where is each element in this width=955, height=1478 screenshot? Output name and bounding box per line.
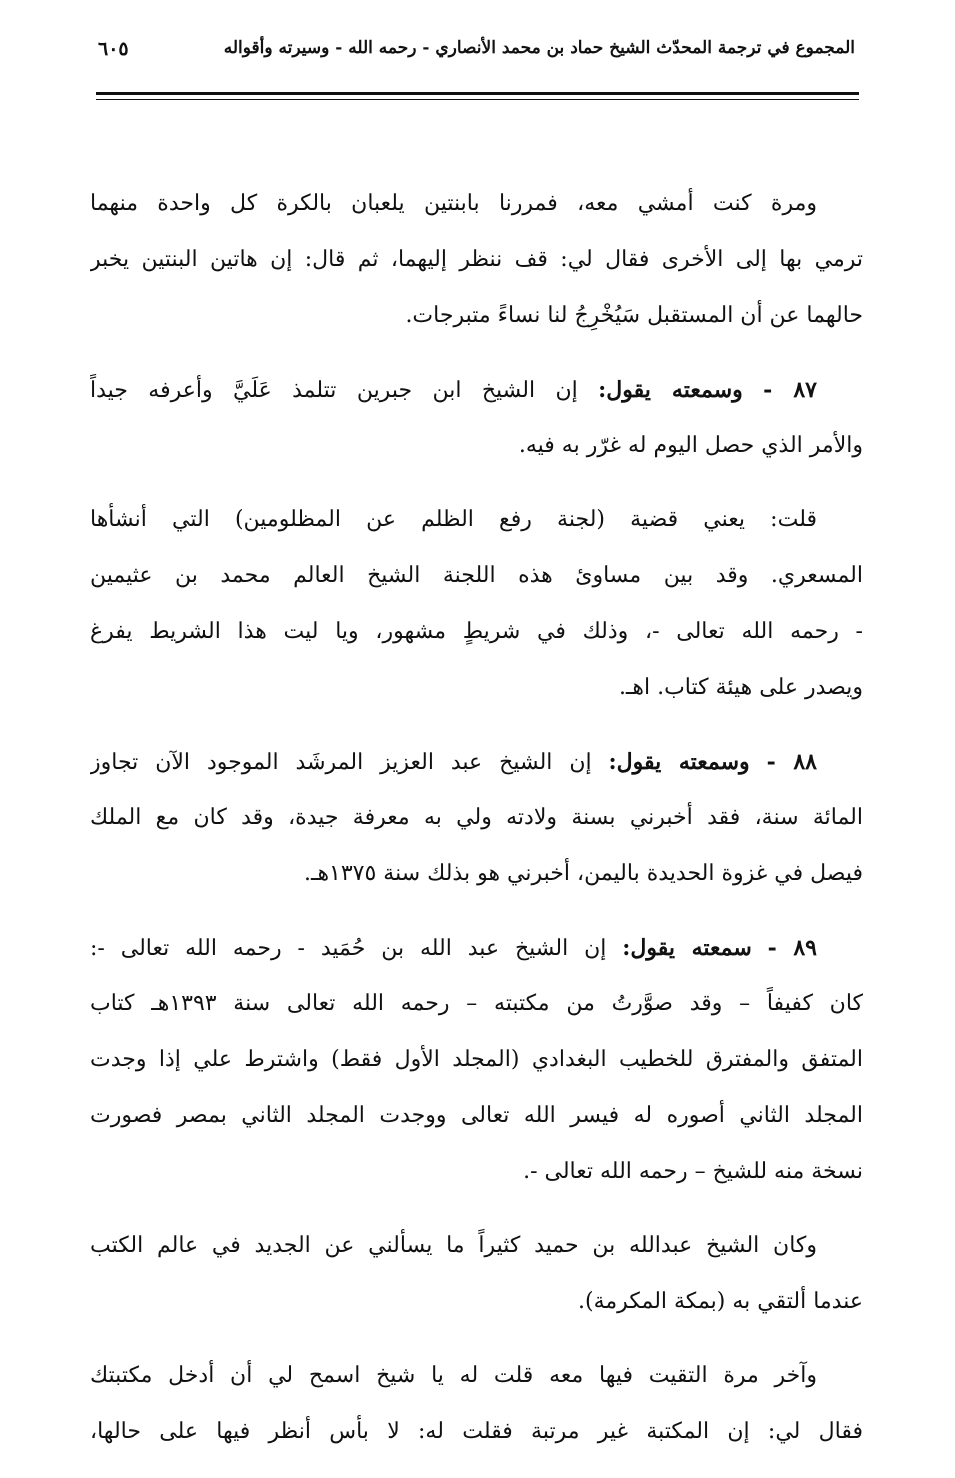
text-line: ترمي بها إلى الأخرى فقال لي: قف ننظر إليهما، ثم قال: إن هاتين البنتين يخبر xyxy=(90,247,863,272)
text-line xyxy=(90,734,863,790)
text-line: كان كفيفاً – وقد صوَّرتُ من مكتبته – رحمه الله تعالى سنة ١٣٩٣هـ كتاب xyxy=(90,991,863,1016)
header-rule-thin xyxy=(96,99,859,100)
item-number: ٨٧ - xyxy=(763,377,817,403)
text-line: وكان الشيخ عبدالله بن حميد كثيراً ما يسألني عن الجديد في عالم الكتب xyxy=(90,1233,817,1258)
item-lead: وسمعته يقول: xyxy=(598,377,743,403)
text-line: فقال لي: إن المكتبة غير مرتبة فقلت له: لا بأس أنظر فيها على حالها، xyxy=(90,1419,863,1444)
text-line: ومرة كنت أمشي معه، فمررنا بابنتين يلعبان بالكرة كل واحدة منهما xyxy=(90,191,817,216)
text-line: وآخر مرة التقيت فيها معه قلت له يا شيخ اسمح لي أن أدخل مكتبتك xyxy=(90,1363,817,1388)
page-body xyxy=(90,176,863,1478)
text-line: والأمر الذي حصل اليوم له غرّر به فيه. xyxy=(518,433,863,458)
page-header xyxy=(90,34,855,74)
item-lead: وسمعته يقول: xyxy=(608,749,750,775)
text-line: عندما ألتقي به (بمكة المكرمة). xyxy=(578,1289,863,1314)
text-line: حالهما عن أن المستقبل سَيُخْرِجُ لنا نساءً متبرجات. xyxy=(405,303,863,328)
text-line xyxy=(90,920,863,976)
paragraph-comment xyxy=(90,492,863,716)
text-line: فيصل في غزوة الحديدة باليمن، أخبرني هو بذلك سنة ١٣٧٥هـ. xyxy=(304,861,863,886)
paragraph-item-87 xyxy=(90,362,863,474)
text-line: المسعري. وقد بين مساوئ هذه اللجنة الشيخ العالم محمد بن عثيمين xyxy=(90,563,863,588)
text-line: ويصدر على هيئة كتاب. اهـ. xyxy=(618,675,863,700)
text-line: المائة سنة، فقد أخبرني بسنة ولادته ولي به معرفة جيدة، وقد كان مع الملك xyxy=(90,805,863,830)
paragraph-walk-story xyxy=(90,176,863,344)
running-title: المجموع في ترجمة المحدّث الشيخ حماد بن محمد الأنصاري - رحمه الله - وسيرته وأقواله xyxy=(223,38,855,58)
item-text: إن الشيخ عبد الله بن حُمَيد - رحمه الله تعالى -: xyxy=(90,936,607,961)
text-line: نسخة منه للشيخ – رحمه الله تعالى -. xyxy=(523,1159,863,1184)
text-line xyxy=(90,362,863,418)
paragraph-last-meeting xyxy=(90,1348,863,1460)
item-number: ٨٨ - xyxy=(766,749,817,775)
item-lead: سمعته يقول: xyxy=(622,935,752,961)
paragraph-item-89 xyxy=(90,920,863,1200)
text-line: قلت: يعني قضية (لجنة رفع الظلم عن المظلومين) التي أنشأها xyxy=(90,507,817,532)
text-line: المجلد الثاني أصوره له فيسر الله تعالى ووجدت المجلد الثاني بمصر فصورت xyxy=(90,1103,863,1128)
page-number: ٦٠٥ xyxy=(98,38,129,60)
header-rule-thick xyxy=(96,92,859,95)
paragraph-ibn-humaid xyxy=(90,1218,863,1330)
item-number: ٨٩ - xyxy=(767,935,817,961)
item-text: إن الشيخ عبد العزيز المرشَد الموجود الآن تجاوز xyxy=(90,750,592,775)
text-line: المتفق والمفترق للخطيب البغدادي (المجلد الأول فقط) واشترط علي إذا وجدت xyxy=(90,1047,863,1072)
text-line: - رحمه الله تعالى -، وذلك في شريطٍ مشهور، ويا ليت هذا الشريط يفرغ xyxy=(90,619,863,644)
item-text: إن الشيخ ابن جبرين تتلمذ عَلَيَّ وأعرفه جيداً xyxy=(90,378,578,403)
paragraph-item-88 xyxy=(90,734,863,902)
